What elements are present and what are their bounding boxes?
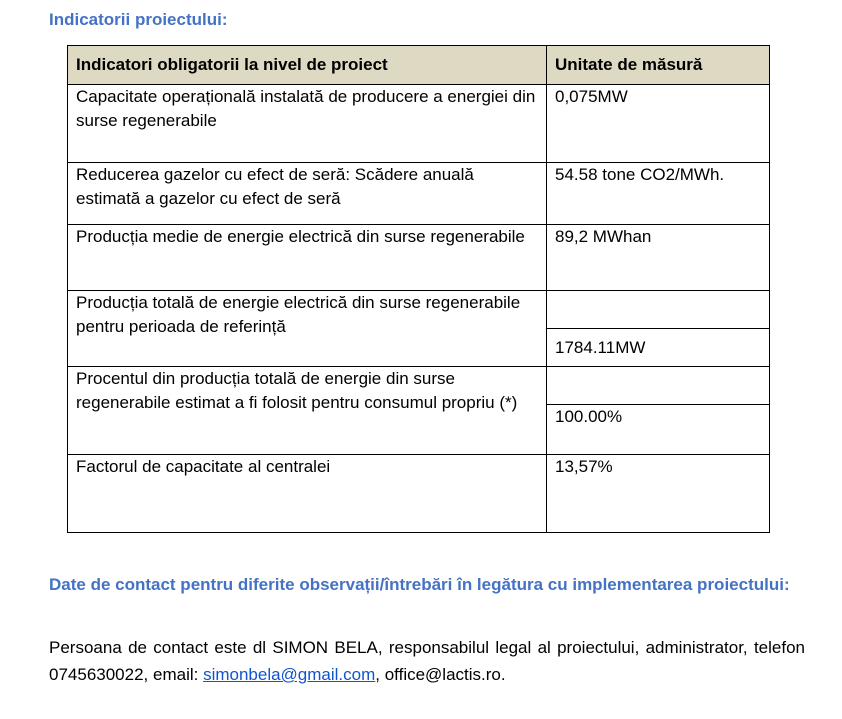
indicator-cell: Producția medie de energie electrică din surse regenerabile xyxy=(68,225,547,291)
column-header-indicator: Indicatori obligatorii la nivel de proiect xyxy=(68,46,547,85)
table-row xyxy=(68,455,770,533)
column-header-unit: Unitate de măsură xyxy=(547,46,770,85)
contact-paragraph xyxy=(49,634,805,688)
value-cell: 13,57% xyxy=(547,455,770,533)
indicator-cell: Factorul de capacitate al centralei xyxy=(68,455,547,533)
section-title-indicators: Indicatorii proiectului: xyxy=(49,10,228,29)
section-title-contact: Date de contact pentru diferite observații/întrebări în legătura cu implementarea proiectului: xyxy=(49,575,790,594)
value-cell: 89,2 MWhan xyxy=(547,225,770,291)
value-cell: 1784.11MW xyxy=(547,329,770,367)
value-cell: 54.58 tone CO2/MWh. xyxy=(547,163,770,225)
table-row xyxy=(68,85,770,163)
value-cell: 100.00% xyxy=(547,405,770,455)
contact-text: Persoana de contact este dl SIMON BELA, responsabilul legal al proiectului, administrator, telefon 0745630022, email: xyxy=(49,638,805,684)
table-row xyxy=(68,163,770,225)
table-row xyxy=(68,367,770,405)
table-row xyxy=(68,291,770,329)
indicator-cell: Procentul din producția totală de energie din surse regenerabile estimat a fi folosit pentru consumul propriu (*) xyxy=(68,367,547,455)
table-header-row xyxy=(68,46,770,85)
value-cell: 0,075MW xyxy=(547,85,770,163)
indicator-cell: Capacitate operațională instalată de producere a energiei din surse regenerabile xyxy=(68,85,547,163)
empty-value-cell xyxy=(547,367,770,405)
empty-value-cell xyxy=(547,291,770,329)
email-link[interactable]: simonbela@gmail.com xyxy=(203,665,376,684)
indicators-table xyxy=(67,45,770,533)
indicator-cell: Reducerea gazelor cu efect de seră: Scădere anuală estimată a gazelor cu efect de seră xyxy=(68,163,547,225)
indicator-cell: Producția totală de energie electrică din surse regenerabile pentru perioada de referință xyxy=(68,291,547,367)
contact-text-end: , office@lactis.ro. xyxy=(375,665,506,684)
table-row xyxy=(68,225,770,291)
